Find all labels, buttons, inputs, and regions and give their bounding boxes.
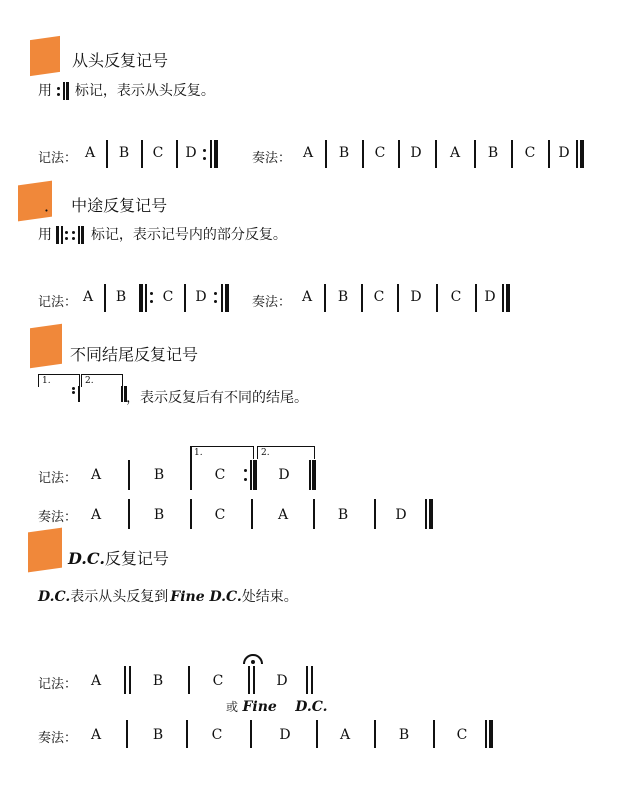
barline — [374, 499, 376, 529]
barline — [141, 140, 143, 168]
barline — [106, 140, 108, 168]
note: D — [185, 145, 197, 161]
note: B — [118, 145, 130, 161]
final-barline — [312, 460, 316, 490]
barline — [176, 140, 178, 168]
final-barline — [506, 284, 510, 312]
note: A — [90, 727, 102, 743]
or-label: 或 — [226, 700, 239, 714]
barline — [145, 284, 147, 312]
desc-end: 处结束。 — [241, 589, 298, 605]
volta-1-label: 1. — [42, 376, 51, 386]
barline — [474, 140, 476, 168]
note: C — [162, 289, 174, 305]
desc-dc: D.C. — [38, 589, 71, 605]
note: B — [398, 727, 410, 743]
barline — [436, 284, 438, 312]
note: B — [153, 507, 165, 523]
title-dc: D.C. — [68, 549, 105, 568]
barline — [398, 140, 400, 168]
repeat-dots-icon — [150, 292, 154, 303]
note: B — [337, 289, 349, 305]
play-label: 奏法： — [38, 510, 78, 525]
play-label: 奏法： — [252, 295, 292, 310]
barline — [128, 499, 130, 529]
barline — [425, 499, 427, 529]
barline — [325, 140, 327, 168]
barline — [433, 720, 435, 748]
barline — [253, 666, 255, 694]
note: C — [373, 289, 385, 305]
fermata-icon — [242, 652, 264, 666]
note: B — [152, 673, 164, 689]
final-barline — [489, 720, 493, 748]
note: D — [410, 289, 422, 305]
desc-mid: 表示从头反复到 — [70, 589, 169, 605]
barline — [210, 140, 212, 168]
barline — [435, 140, 437, 168]
note: A — [449, 145, 461, 161]
barline — [248, 666, 250, 694]
barline — [576, 140, 578, 168]
note: B — [338, 145, 350, 161]
note: D — [195, 289, 207, 305]
barline — [126, 720, 128, 748]
volta-2-label: 2. — [85, 376, 94, 386]
volta-bracket-1: 1. — [190, 446, 254, 459]
barline — [251, 499, 253, 529]
note: B — [487, 145, 499, 161]
barline — [362, 140, 364, 168]
title-text: 中途反复记号 — [71, 196, 168, 215]
notation-label: 记法： — [38, 471, 78, 486]
notation-label: 记法： — [38, 151, 78, 166]
note: C — [524, 145, 536, 161]
note: C — [152, 145, 164, 161]
note: C — [214, 467, 226, 483]
barline — [124, 666, 126, 694]
note: C — [212, 673, 224, 689]
note: D — [395, 507, 407, 523]
section-description — [38, 224, 287, 244]
section-description — [38, 80, 215, 100]
barline — [104, 284, 106, 312]
note: B — [115, 289, 127, 305]
final-barline — [580, 140, 584, 168]
note: D — [484, 289, 496, 305]
repeat-dots-icon — [244, 469, 248, 481]
note: B — [337, 507, 349, 523]
title-text: 反复记号 — [104, 549, 169, 568]
barline — [128, 460, 130, 490]
note: A — [277, 507, 289, 523]
dc-label: D.C. — [295, 699, 328, 715]
barline — [188, 666, 190, 694]
title-prefix: ． — [44, 196, 61, 215]
barline — [221, 284, 223, 312]
desc-before: 用 — [38, 83, 52, 99]
barline — [313, 499, 315, 529]
orange-marker — [28, 528, 62, 573]
desc-fine: Fine D.C. — [170, 589, 242, 605]
note: D — [278, 467, 290, 483]
desc-after: 标记，表示从头反复。 — [74, 83, 215, 99]
repeat-section-sign-icon — [56, 226, 86, 244]
barline — [548, 140, 550, 168]
section-description: ，表示反复后有不同的结尾。 — [126, 390, 308, 406]
orange-marker — [30, 324, 62, 368]
fine-dc-annotation — [226, 698, 328, 715]
start-repeat-barline — [139, 284, 143, 312]
note: C — [211, 727, 223, 743]
barline — [250, 720, 252, 748]
note: A — [339, 727, 351, 743]
section-title: 不同结尾反复记号 — [70, 345, 199, 364]
repeat-dots-icon — [214, 292, 218, 303]
repeat-dots-icon — [203, 149, 207, 160]
final-barline — [225, 284, 229, 312]
note: A — [302, 145, 314, 161]
desc-before: 用 — [38, 227, 52, 243]
note: D — [410, 145, 422, 161]
barline — [190, 446, 192, 490]
note: C — [374, 145, 386, 161]
note: C — [214, 507, 226, 523]
note: A — [90, 467, 102, 483]
barline — [186, 720, 188, 748]
barline — [485, 720, 487, 748]
barline — [250, 460, 252, 490]
barline — [306, 666, 308, 694]
barline — [475, 284, 477, 312]
thick-barline — [253, 460, 257, 490]
barline — [184, 284, 186, 312]
note: A — [90, 507, 102, 523]
note: C — [456, 727, 468, 743]
barline — [502, 284, 504, 312]
barline — [190, 499, 192, 529]
barline — [361, 284, 363, 312]
section-title: 从头反复记号 — [72, 51, 169, 70]
final-barline — [214, 140, 218, 168]
barline — [309, 460, 311, 490]
volta-sign-icon — [38, 374, 128, 404]
fine-label: Fine — [242, 699, 277, 715]
note: A — [90, 673, 102, 689]
note: D — [276, 673, 288, 689]
section-title — [68, 546, 169, 569]
barline — [374, 720, 376, 748]
notation-label: 记法： — [38, 295, 78, 310]
volta-bracket-2: 2. — [257, 446, 315, 459]
desc-after: 标记，表示记号内的部分反复。 — [90, 227, 287, 243]
notation-label: 记法： — [38, 677, 78, 692]
note: A — [301, 289, 313, 305]
final-barline — [429, 499, 433, 529]
repeat-end-sign-icon — [56, 82, 70, 100]
section-description — [38, 586, 298, 606]
note: A — [84, 145, 96, 161]
section-title — [44, 193, 167, 216]
play-label: 奏法： — [38, 731, 78, 746]
note: B — [153, 467, 165, 483]
note: A — [82, 289, 94, 305]
barline — [129, 666, 131, 694]
barline — [397, 284, 399, 312]
barline — [311, 666, 313, 694]
orange-marker — [30, 36, 60, 76]
note: D — [279, 727, 291, 743]
barline — [324, 284, 326, 312]
note: C — [450, 289, 462, 305]
barline — [511, 140, 513, 168]
barline — [316, 720, 318, 748]
note: B — [152, 727, 164, 743]
play-label: 奏法： — [252, 151, 292, 166]
note: D — [558, 145, 570, 161]
